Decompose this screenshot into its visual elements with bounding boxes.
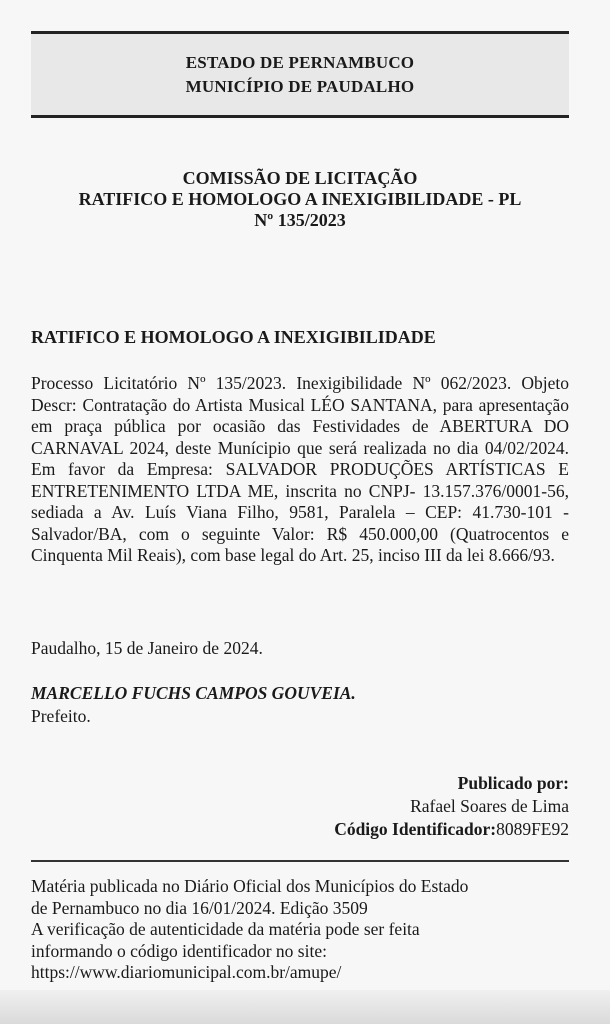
footer-line-4: informando o código identificador no site: <box>31 940 327 961</box>
municipality-name: MUNICÍPIO DE PAUDALHO <box>185 76 415 96</box>
title-line-1: COMISSÃO DE LICITAÇÃO <box>182 168 418 188</box>
footer-divider <box>31 860 569 862</box>
footer-line-3: A verificação de autenticidade da matéria pode ser feita <box>31 919 420 939</box>
bottom-shadow <box>0 990 610 1024</box>
identifier-label: Código Identificador: <box>334 819 497 839</box>
footer-line-2: de Pernambuco no dia 16/01/2024. Edição 3509 <box>31 897 368 918</box>
section-heading: RATIFICO E HOMOLOGO A INEXIGIBILIDADE <box>31 327 436 347</box>
footer-url[interactable]: https://www.diariomunicipal.com.br/amupe/ <box>31 962 342 982</box>
document-header <box>31 31 569 118</box>
title-line-3: Nº 135/2023 <box>254 210 346 230</box>
published-by-label: Publicado por: <box>457 773 569 793</box>
signer-name: MARCELLO FUCHS CAMPOS GOUVEIA. <box>31 683 356 703</box>
document-title <box>31 168 569 231</box>
footer-note <box>31 876 571 984</box>
state-name: ESTADO DE PERNAMBUCO <box>185 52 415 72</box>
publisher-block <box>334 772 569 841</box>
place-date: Paudalho, 15 de Janeiro de 2024. <box>31 638 263 658</box>
body-paragraph: Processo Licitatório Nº 135/2023. Inexigibilidade Nº 062/2023. Objeto Descr: Contratação do Artista Musical LÉO SANTANA, para apresentação em praça pública por ocasião das Festividades de ABERTURA DO CARNAVAL 2024, deste Munícipio que será realizada no dia 04/02/2024. Em favor da Empresa: SALVADOR PRODUÇÕES ARTÍSTICAS E ENTRETENIMENTO LTDA ME, inscrita no CNPJ- 13.157.376/0001-56, sediada a Av. Luís Viana Filho, 9581, Paralela – CEP: 41.730-101 - Salvador/BA, com o seguinte Valor: R$ 450.000,00 (Quatrocentos e Cinquenta Mil Reais), com base legal do Art. 25, inciso III da lei 8.666/93. <box>31 373 569 565</box>
signer-role: Prefeito. <box>31 706 91 726</box>
title-line-2: RATIFICO E HOMOLOGO A INEXIGIBILIDADE - PL <box>78 189 522 209</box>
identifier-line <box>334 818 569 841</box>
footer-line-1: Matéria publicada no Diário Oficial dos Municípios do Estado <box>31 876 469 896</box>
publisher-name: Rafael Soares de Lima <box>410 796 569 816</box>
identifier-code: 8089FE92 <box>496 819 569 839</box>
